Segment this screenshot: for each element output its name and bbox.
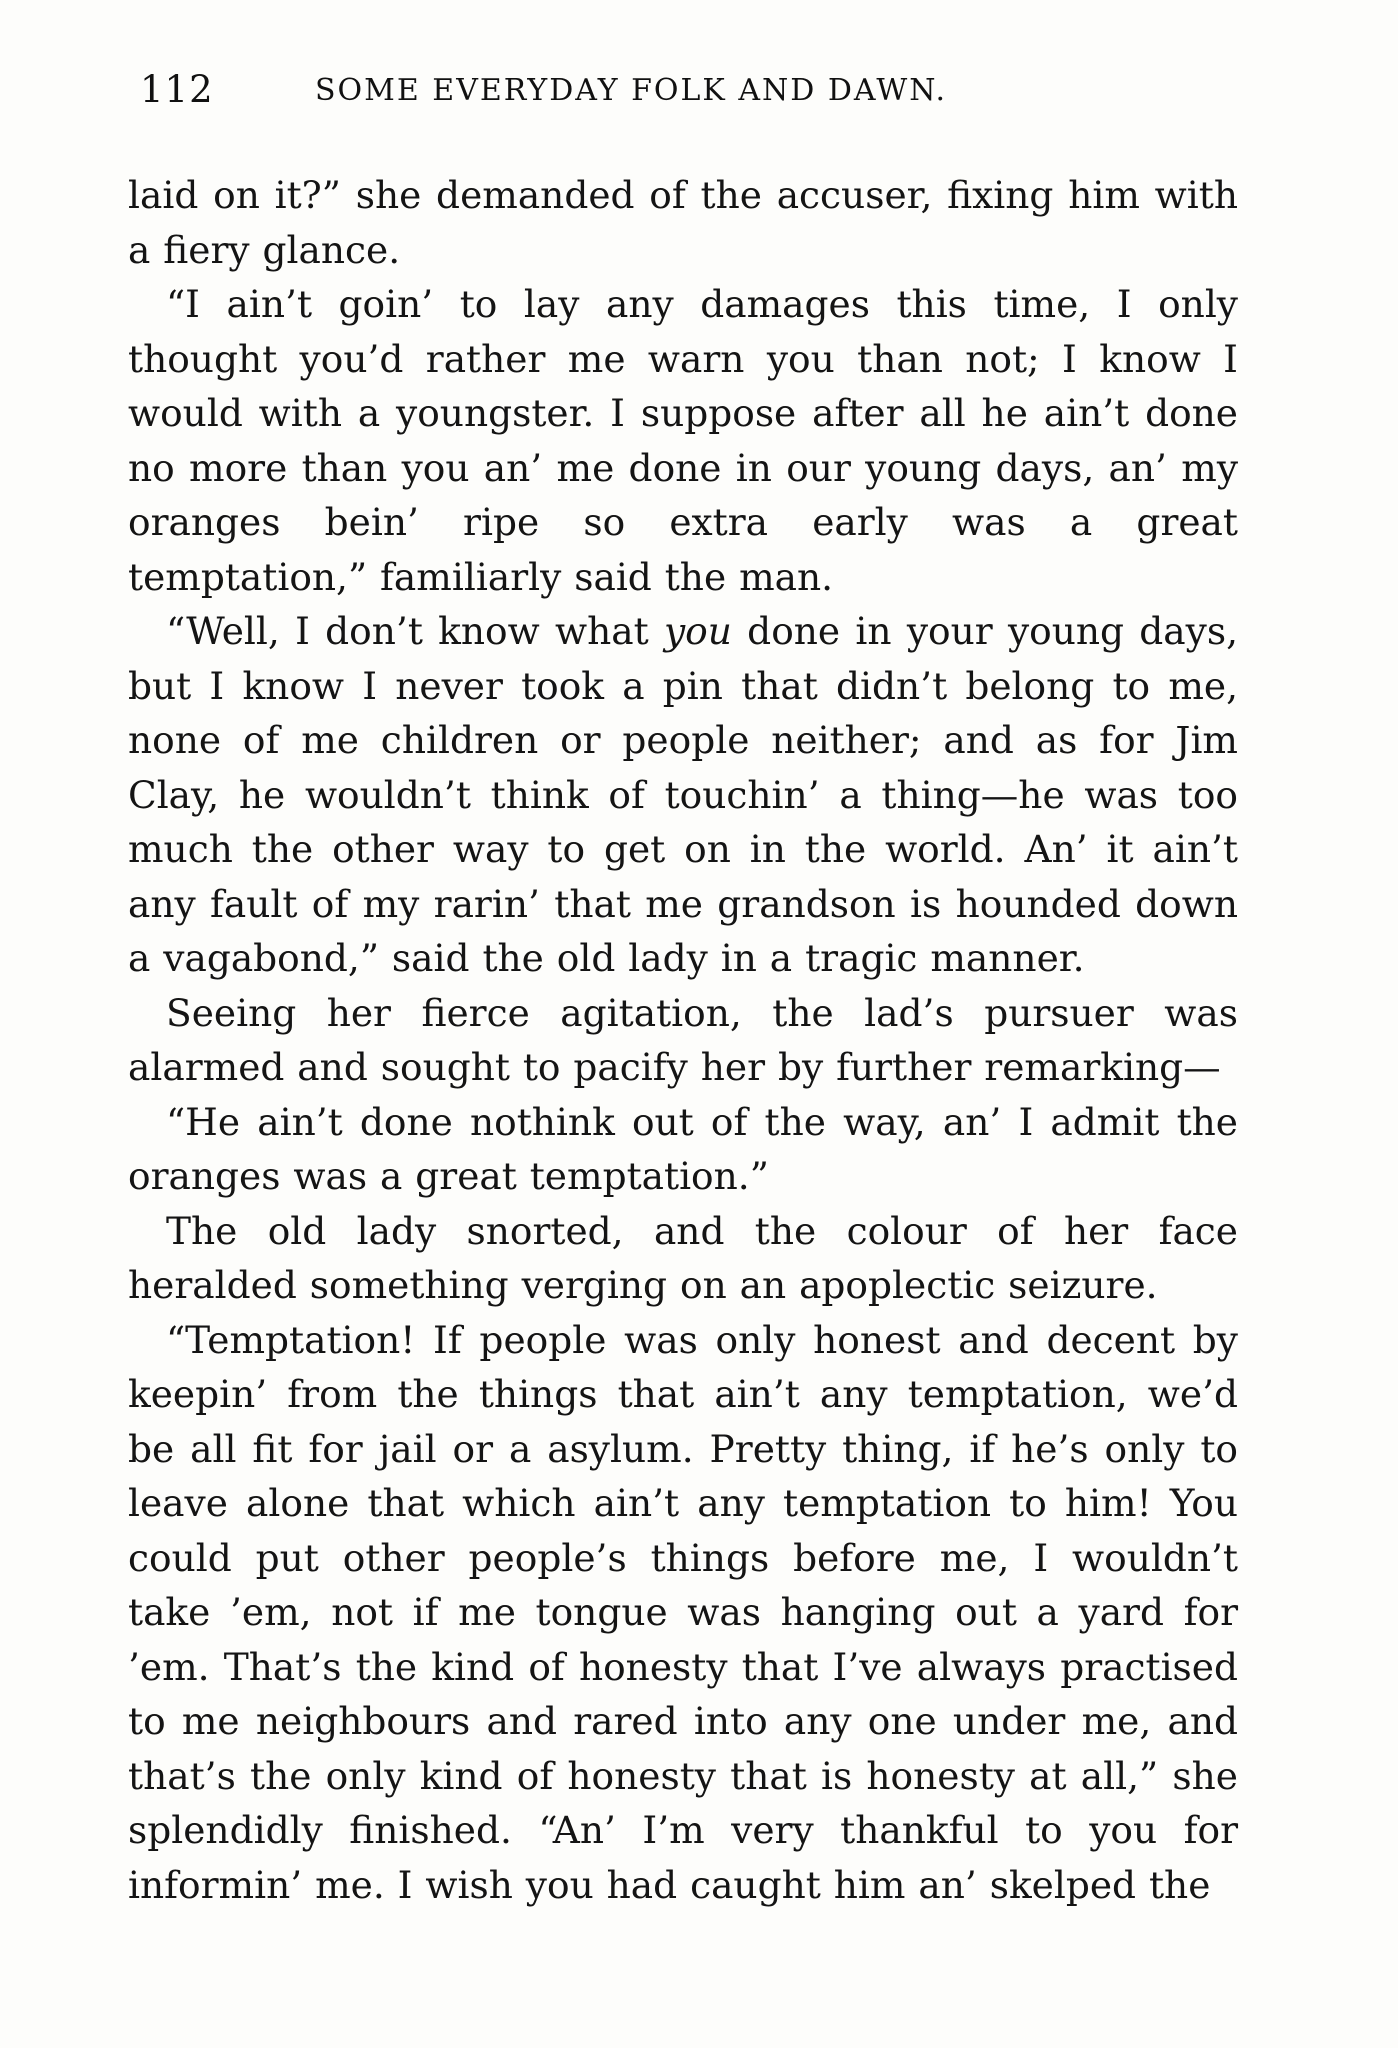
body-text [128,168,1238,1912]
paragraph-6: The old lady snorted, and the colour of her face heralded something verging on an apoplectic seizure. [128,1208,1238,1307]
paragraph-5: “He ain’t done nothink out of the way, an’ I admit the oranges was a great temptation.” [128,1099,1238,1198]
paragraph-1: laid on it?” she demanded of the accuser, fixing him with a fiery glance. [128,173,1238,272]
page-number: 112 [140,68,214,111]
running-title: SOME EVERYDAY FOLK AND DAWN. [315,73,948,108]
paragraph-3-start: “Well, I don’t know what [166,609,664,653]
emphasized-word: you [663,609,732,653]
running-head [140,68,1270,128]
paragraph-2: “I ain’t goin’ to lay any damages this time, I only thought you’d rather me warn you than not; I know I would with a youngster. I suppose after all he ain’t done no more than you an’ me done in our young days, an’ my oranges bein’ ripe so extra early was a great temptation,” familiarly said the man. [128,282,1238,599]
paragraph-3 [128,604,1238,986]
paragraph-3-end: done in your young days, but I know I never took a pin that didn’t belong to me, none of me children or people neither; and as for Jim Clay, he wouldn’t think of touchin’ a thing—he was too much the other way to get on in the world. An’ it ain’t any fault of my rarin’ that me grandson is hounded down a vagabond,” said the old lady in a tragic manner. [128,609,1239,980]
paragraph-7: “Temptation! If people was only honest and decent by keepin’ from the things that ain’t any temptation, we’d be all fit for jail or a asylum. Pretty thing, if he’s only to leave alone that which ain’t any temptation to him! You could put other people’s things before me, I wouldn’t take ’em, not if me tongue was hanging out a yard for ’em. That’s the kind of honesty that I’ve always practised to me neighbours and rared into any one under me, and that’s the only kind of honesty that is honesty at all,” she splendidly finished. “An’ I’m very thankful to you for informin’ me. I wish you had caught him an’ skelped the [128,1317,1238,1907]
paragraph-4: Seeing her fierce agitation, the lad’s pursuer was alarmed and sought to pacify her by further remarking— [128,990,1238,1089]
